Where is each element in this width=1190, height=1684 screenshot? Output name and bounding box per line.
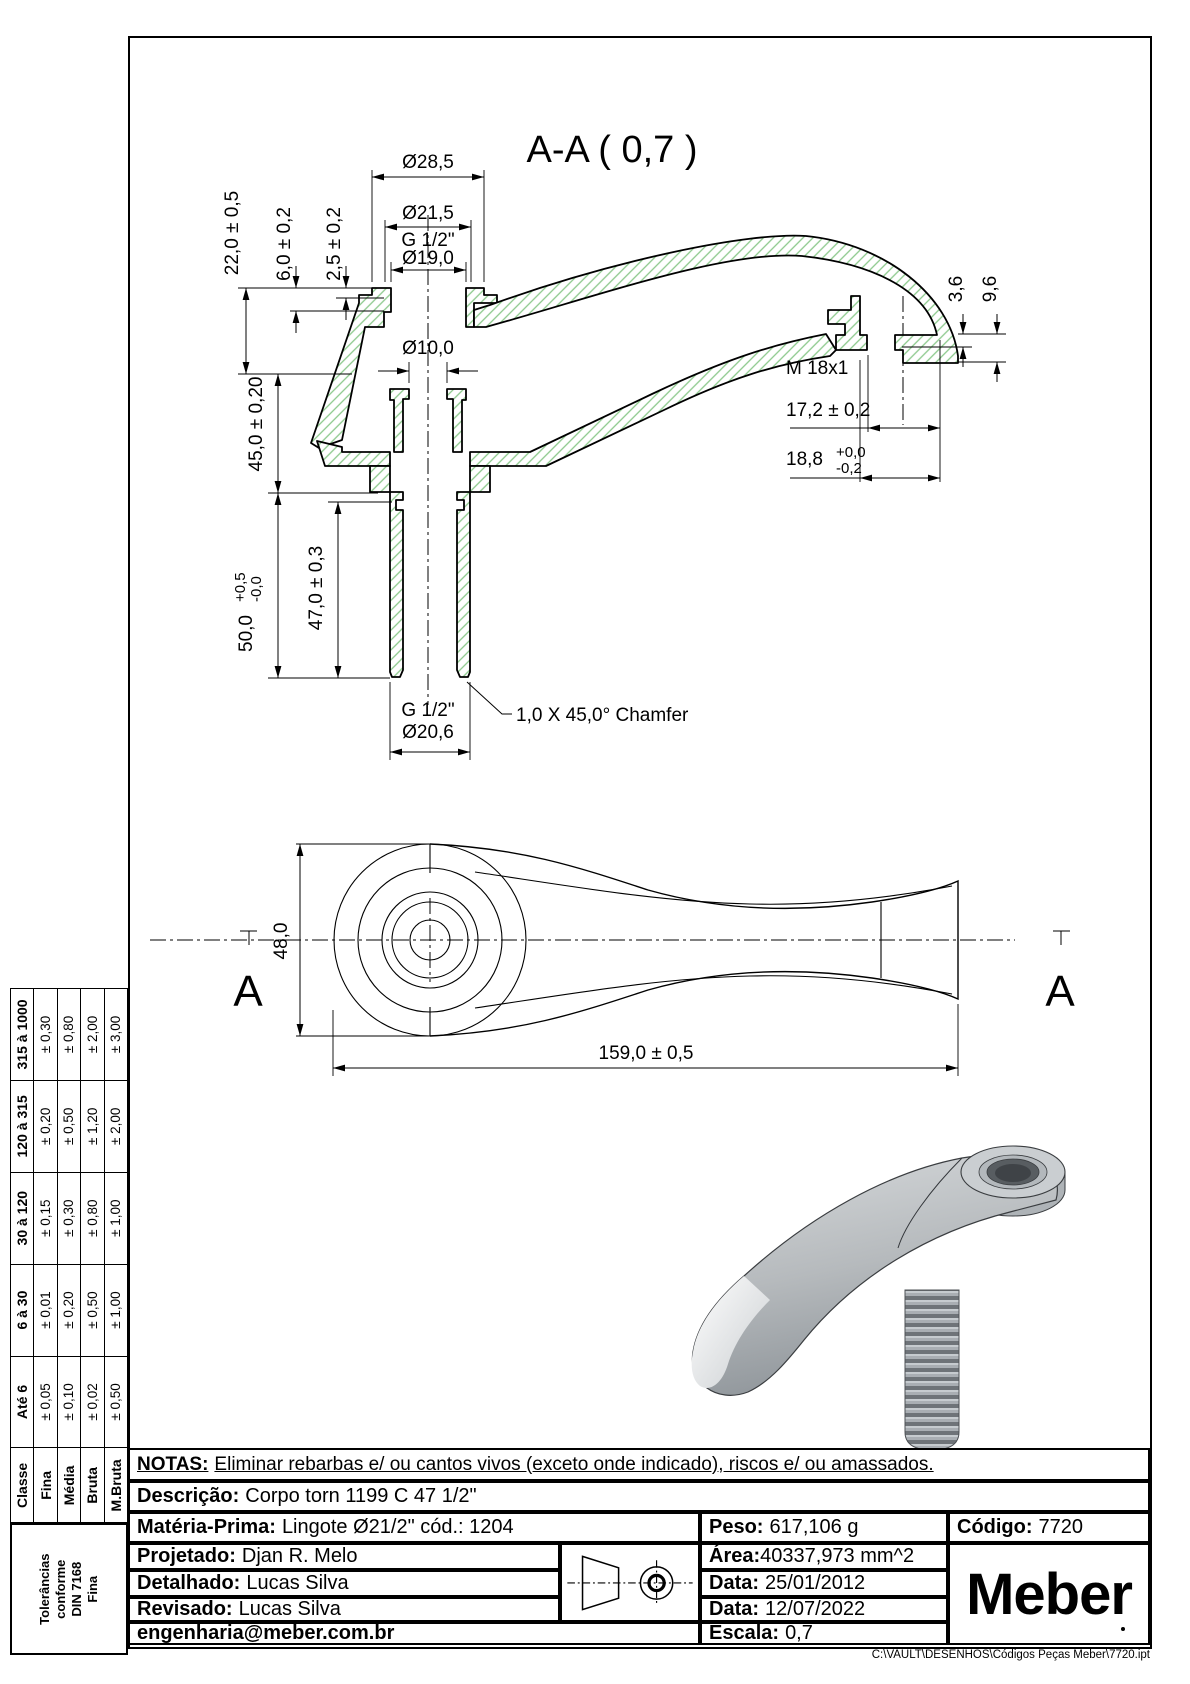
cut-label-right: A — [1045, 967, 1075, 1016]
raw-material-value: Lingote Ø21/2" cód.: 1204 — [281, 1516, 514, 1538]
designed-by-cell — [128, 1543, 560, 1570]
dim-dia21-5: Ø21,5 — [402, 203, 454, 224]
iso-hole-bore — [995, 1164, 1031, 1182]
weight-label: Peso: — [709, 1516, 764, 1538]
dim-2-5: 2,5 ± 0,2 — [324, 207, 345, 281]
dim-3-6: 3,6 — [946, 275, 967, 303]
plan-horn-inner-lines — [475, 872, 952, 1008]
dim-dia20-6: Ø20,6 — [402, 722, 454, 743]
caption-line: Tolerâncias — [37, 1553, 52, 1625]
caption-line: conforme — [53, 1559, 68, 1619]
caption-line: Fina — [85, 1575, 100, 1603]
area-cell — [700, 1543, 948, 1570]
description-value: Corpo torn 1199 C 47 1/2" — [245, 1485, 477, 1507]
notes-label: NOTAS: — [137, 1453, 209, 1475]
notes-text: Eliminar rebarbas e/ ou cantos vivos (exceto onde indicado), riscos e/ ou amassados. — [214, 1453, 934, 1475]
scale-label: Escala: — [709, 1622, 780, 1644]
iso-view — [692, 1146, 1065, 1448]
tolerance-values-table — [10, 988, 128, 1523]
tolerance-table — [10, 988, 128, 1655]
section-seat-left-wall — [390, 389, 409, 452]
area-value: 40337,973 mm^2 — [760, 1545, 915, 1567]
date-revised-cell — [700, 1597, 948, 1622]
dim-45: 45,0 ± 0,20 — [246, 376, 267, 472]
revised-by-cell — [128, 1597, 560, 1622]
first-angle-projection-icon — [562, 1545, 698, 1620]
section-spout-upper-wall — [474, 236, 958, 363]
tolerance-table-caption — [10, 1523, 128, 1655]
svg-text:+0,5: +0,5 — [232, 572, 249, 602]
weight-value: 617,106 g — [769, 1516, 859, 1538]
raw-material-cell — [128, 1512, 700, 1543]
detailed-by-value: Lucas Silva — [246, 1572, 349, 1594]
date-created-value: 25/01/2012 — [765, 1572, 866, 1594]
dim-47: 47,0 ± 0,3 — [306, 545, 327, 631]
dim-g12-bottom: G 1/2" — [401, 700, 455, 721]
date-created-cell — [700, 1570, 948, 1597]
revised-by-label: Revisado: — [137, 1598, 233, 1620]
projection-symbol-cell — [560, 1543, 700, 1622]
section-collar-right — [470, 466, 490, 492]
code-value: 7720 — [1038, 1516, 1084, 1538]
svg-text:50,0: 50,0 — [236, 615, 257, 652]
description-cell — [128, 1481, 1150, 1512]
dim-48: 48,0 — [271, 922, 292, 960]
company-logo-text: Meber — [966, 1561, 1132, 1627]
dim-6: 6,0 ± 0,2 — [274, 207, 295, 281]
description-label: Descrição: — [137, 1485, 240, 1507]
date-revised-value: 12/07/2022 — [765, 1598, 866, 1620]
dim-dia10: Ø10,0 — [402, 338, 454, 359]
designed-by-value: Djan R. Melo — [241, 1545, 358, 1567]
section-pipe-left-wall — [390, 492, 403, 677]
company-logo — [948, 1543, 1150, 1645]
logo-dot — [1121, 1627, 1125, 1631]
section-pipe-right-wall — [457, 492, 470, 677]
iso-threaded-shank — [905, 1290, 959, 1448]
file-path: C:\VAULT\DESENHOS\Códigos Peças Meber\7720.ipt — [871, 1649, 1150, 1661]
revised-by-value: Lucas Silva — [238, 1598, 341, 1620]
tolerance-row-media: Média ± 0,10 ± 0,20 ± 0,30 ± 0,50 ± 0,80 — [57, 989, 80, 1523]
dim-m18x1: M 18x1 — [786, 358, 849, 379]
dim-159: 159,0 ± 0,5 — [598, 1043, 694, 1064]
svg-text:+0,0: +0,0 — [836, 444, 866, 461]
section-m18-port-wall — [828, 296, 867, 350]
svg-text:-0,0: -0,0 — [248, 576, 265, 602]
email-cell — [128, 1622, 700, 1645]
section-left-wall — [311, 288, 391, 448]
plan-view — [150, 844, 1075, 1076]
section-title: A-A ( 0,7 ) — [526, 129, 698, 171]
date-created-label: Data: — [709, 1572, 760, 1594]
raw-material-label: Matéria-Prima: — [137, 1516, 276, 1538]
scale-cell — [700, 1622, 948, 1645]
section-spout-lower-wall — [470, 334, 836, 466]
chamfer-note: 1,0 X 45,0° Chamfer — [516, 705, 689, 726]
code-cell — [948, 1512, 1150, 1543]
tolerance-row-bruta: Bruta ± 0,02 ± 0,50 ± 0,80 ± 1,20 ± 2,00 — [81, 989, 104, 1523]
dim-18-8 — [786, 444, 866, 477]
code-label: Código: — [957, 1516, 1033, 1538]
dim-9-6: 9,6 — [980, 275, 1001, 303]
caption-line: DIN 7168 — [69, 1561, 84, 1617]
drawing-area — [128, 36, 1150, 1448]
detailed-by-label: Detalhado: — [137, 1572, 241, 1594]
svg-text:18,8: 18,8 — [786, 449, 823, 470]
cut-label-left: A — [233, 967, 263, 1016]
dim-17-2: 17,2 ± 0,2 — [786, 400, 871, 421]
svg-text:-0,2: -0,2 — [836, 460, 862, 477]
dim-g12-top: G 1/2" — [401, 230, 455, 251]
dim-50 — [232, 572, 265, 652]
email-text: engenharia@meber.com.br — [137, 1622, 395, 1644]
dim-dia28-5: Ø28,5 — [402, 152, 454, 173]
designed-by-label: Projetado: — [137, 1545, 236, 1567]
detailed-by-cell — [128, 1570, 560, 1597]
section-seat-right-wall — [447, 389, 466, 452]
tolerance-row-mbruta: M.Bruta ± 0,50 ± 1,00 ± 1,00 ± 2,00 ± 3,00 — [104, 989, 127, 1523]
weight-cell — [700, 1512, 948, 1543]
cut-plane-ticks — [240, 931, 1070, 945]
section-chamber-floor — [317, 441, 390, 466]
notes-row — [128, 1448, 1150, 1481]
date-revised-label: Data: — [709, 1598, 760, 1620]
area-label: Área: — [709, 1545, 761, 1567]
section-view — [222, 129, 1006, 760]
tolerance-row-fina: Fina ± 0,05 ± 0,01 ± 0,15 ± 0,20 ± 0,30 — [34, 989, 57, 1523]
dim-dia19: Ø19,0 — [402, 248, 454, 269]
section-collar-left — [370, 466, 390, 492]
scale-value: 0,7 — [785, 1622, 813, 1644]
tolerance-header-row: Classe Até 6 6 à 30 30 à 120 120 à 315 315 à 1000 — [11, 989, 34, 1523]
dim-22: 22,0 ± 0,5 — [222, 190, 243, 276]
